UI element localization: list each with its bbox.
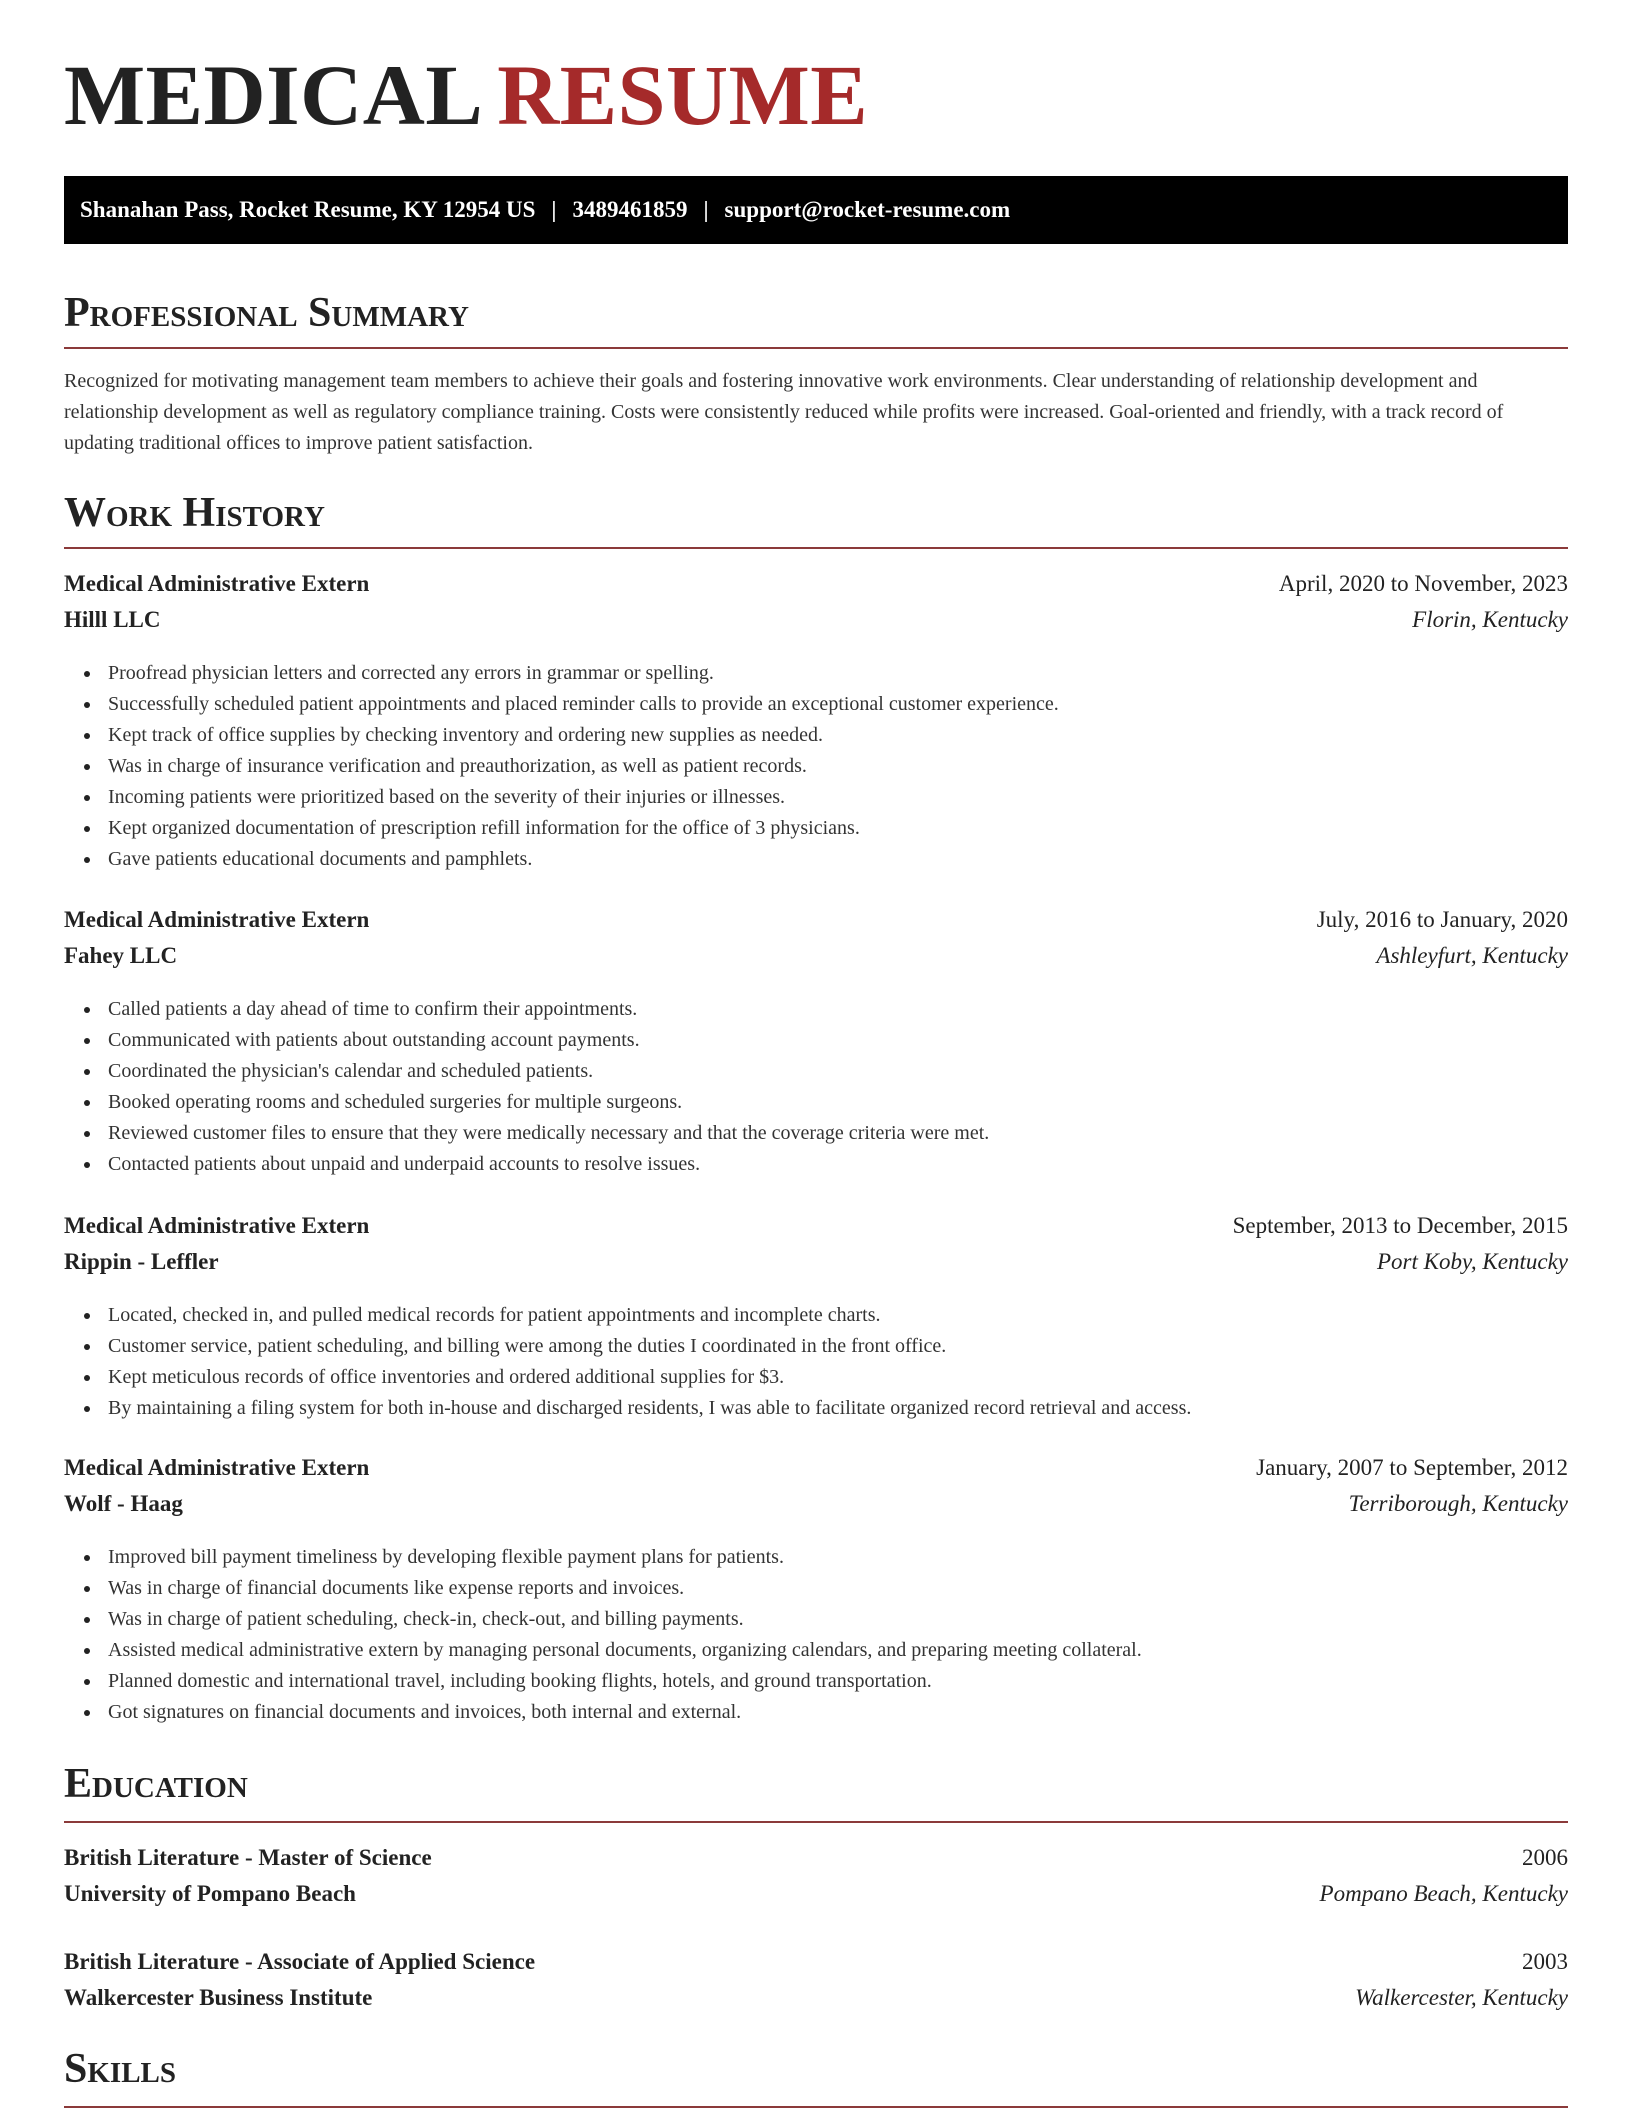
title-word-resume: RESUME (497, 47, 869, 143)
list-item: Located, checked in, and pulled medical records for patient appointments and incomplete charts. (64, 1300, 1568, 1331)
list-item: Coordinated the physician's calendar and scheduled patients. (64, 1056, 1568, 1087)
job-title-row (64, 905, 1568, 935)
list-item: Gave patients educational documents and pamphlets. (64, 844, 1568, 875)
job-location: Terriborough, Kentucky (1348, 1491, 1568, 1516)
list-item: Was in charge of patient scheduling, check-in, check-out, and billing payments. (64, 1604, 1568, 1635)
education-degree: British Literature - Associate of Applied Science (64, 1949, 536, 1974)
job-dates: July, 2016 to January, 2020 (1316, 907, 1568, 932)
job-company-row (64, 941, 1568, 971)
list-item: Was in charge of financial documents like expense reports and invoices. (64, 1573, 1568, 1604)
job-title: Medical Administrative Extern (64, 571, 370, 596)
list-item: Communicated with patients about outstanding account payments. (64, 1025, 1568, 1056)
job-company: Rippin - Leffler (64, 1249, 219, 1274)
job-title-row (64, 569, 1568, 599)
contact-email: support@rocket-resume.com (724, 197, 1011, 222)
job-company: Fahey LLC (64, 943, 178, 968)
section-divider (64, 1821, 1568, 1823)
list-item: Kept organized documentation of prescription refill information for the office of 3 physicians. (64, 813, 1568, 844)
summary-text: Recognized for motivating management team members to achieve their goals and fostering innovative work environments. Clear understanding of relationship development and relationship development as well as regulatory compliance training. Costs were consistently reduced while profits were increased. Goal-oriented and friendly, with a track record of updating traditional offices to improve patient satisfaction. (64, 370, 1504, 454)
job-location: Port Koby, Kentucky (1377, 1249, 1568, 1274)
title-word-medical: MEDICAL (64, 47, 484, 143)
list-item: Called patients a day ahead of time to confirm their appointments. (64, 994, 1568, 1025)
job-company: Wolf - Haag (64, 1491, 183, 1516)
list-item: Kept meticulous records of office inventories and ordered additional supplies for $3. (64, 1362, 1568, 1393)
job-company-row (64, 605, 1568, 635)
education-heading: Education (64, 1761, 248, 1807)
job-company-row (64, 1247, 1568, 1277)
education-location: Walkercester, Kentucky (1355, 1985, 1568, 2010)
education-year: 2003 (1522, 1949, 1568, 1974)
education-school: University of Pompano Beach (64, 1881, 356, 1906)
job-duties-list (64, 658, 1568, 875)
job-location: Florin, Kentucky (1412, 607, 1568, 632)
education-degree-row (64, 1843, 1568, 1873)
job-title: Medical Administrative Extern (64, 1213, 370, 1238)
education-degree-row (64, 1947, 1568, 1977)
contact-address: Shanahan Pass, Rocket Resume, KY 12954 US (80, 197, 536, 222)
list-item: Successfully scheduled patient appointments and placed reminder calls to provide an exceptional customer experience. (64, 689, 1568, 720)
contact-separator: | (703, 197, 709, 222)
list-item: Got signatures on financial documents and invoices, both internal and external. (64, 1697, 1568, 1728)
list-item: Was in charge of insurance verification and preauthorization, as well as patient records. (64, 751, 1568, 782)
contact-bar (64, 176, 1568, 244)
list-item: Contacted patients about unpaid and underpaid accounts to resolve issues. (64, 1149, 1568, 1180)
education-year: 2006 (1522, 1845, 1568, 1870)
job-duties-list (64, 1300, 1568, 1424)
job-title-row (64, 1453, 1568, 1483)
section-divider (64, 2106, 1568, 2108)
job-dates: April, 2020 to November, 2023 (1278, 571, 1568, 596)
education-school-row (64, 1983, 1568, 2013)
education-degree: British Literature - Master of Science (64, 1845, 432, 1870)
resume-title (64, 47, 869, 143)
list-item: Improved bill payment timeliness by developing flexible payment plans for patients. (64, 1542, 1568, 1573)
summary-heading: Professional Summary (64, 290, 469, 336)
job-duties-list (64, 1542, 1568, 1728)
job-company-row (64, 1489, 1568, 1519)
list-item: Reviewed customer files to ensure that they were medically necessary and that the coverage criteria were met. (64, 1118, 1568, 1149)
list-item: Kept track of office supplies by checking inventory and ordering new supplies as needed. (64, 720, 1568, 751)
education-school-row (64, 1879, 1568, 1909)
job-duties-list (64, 994, 1568, 1180)
job-title: Medical Administrative Extern (64, 907, 370, 932)
list-item: Customer service, patient scheduling, and billing were among the duties I coordinated in the front office. (64, 1331, 1568, 1362)
job-dates: September, 2013 to December, 2015 (1232, 1213, 1568, 1238)
list-item: Incoming patients were prioritized based on the severity of their injuries or illnesses. (64, 782, 1568, 813)
job-company: Hilll LLC (64, 607, 161, 632)
list-item: Assisted medical administrative extern by managing personal documents, organizing calendars, and preparing meeting collateral. (64, 1635, 1568, 1666)
job-title-row (64, 1211, 1568, 1241)
list-item: Proofread physician letters and corrected any errors in grammar or spelling. (64, 658, 1568, 689)
education-school: Walkercester Business Institute (64, 1985, 373, 2010)
list-item: By maintaining a filing system for both in-house and discharged residents, I was able to facilitate organized record retrieval and access. (64, 1393, 1568, 1424)
contact-separator: | (551, 197, 557, 222)
job-title: Medical Administrative Extern (64, 1455, 370, 1480)
contact-phone: 3489461859 (572, 197, 688, 222)
work-history-heading: Work History (64, 490, 325, 536)
job-dates: January, 2007 to September, 2012 (1256, 1455, 1568, 1480)
education-location: Pompano Beach, Kentucky (1319, 1881, 1568, 1906)
list-item: Planned domestic and international travel, including booking flights, hotels, and ground transportation. (64, 1666, 1568, 1697)
skills-heading: Skills (64, 2046, 177, 2092)
list-item: Booked operating rooms and scheduled surgeries for multiple surgeons. (64, 1087, 1568, 1118)
section-divider (64, 547, 1568, 549)
job-location: Ashleyfurt, Kentucky (1376, 943, 1568, 968)
section-divider (64, 347, 1568, 349)
